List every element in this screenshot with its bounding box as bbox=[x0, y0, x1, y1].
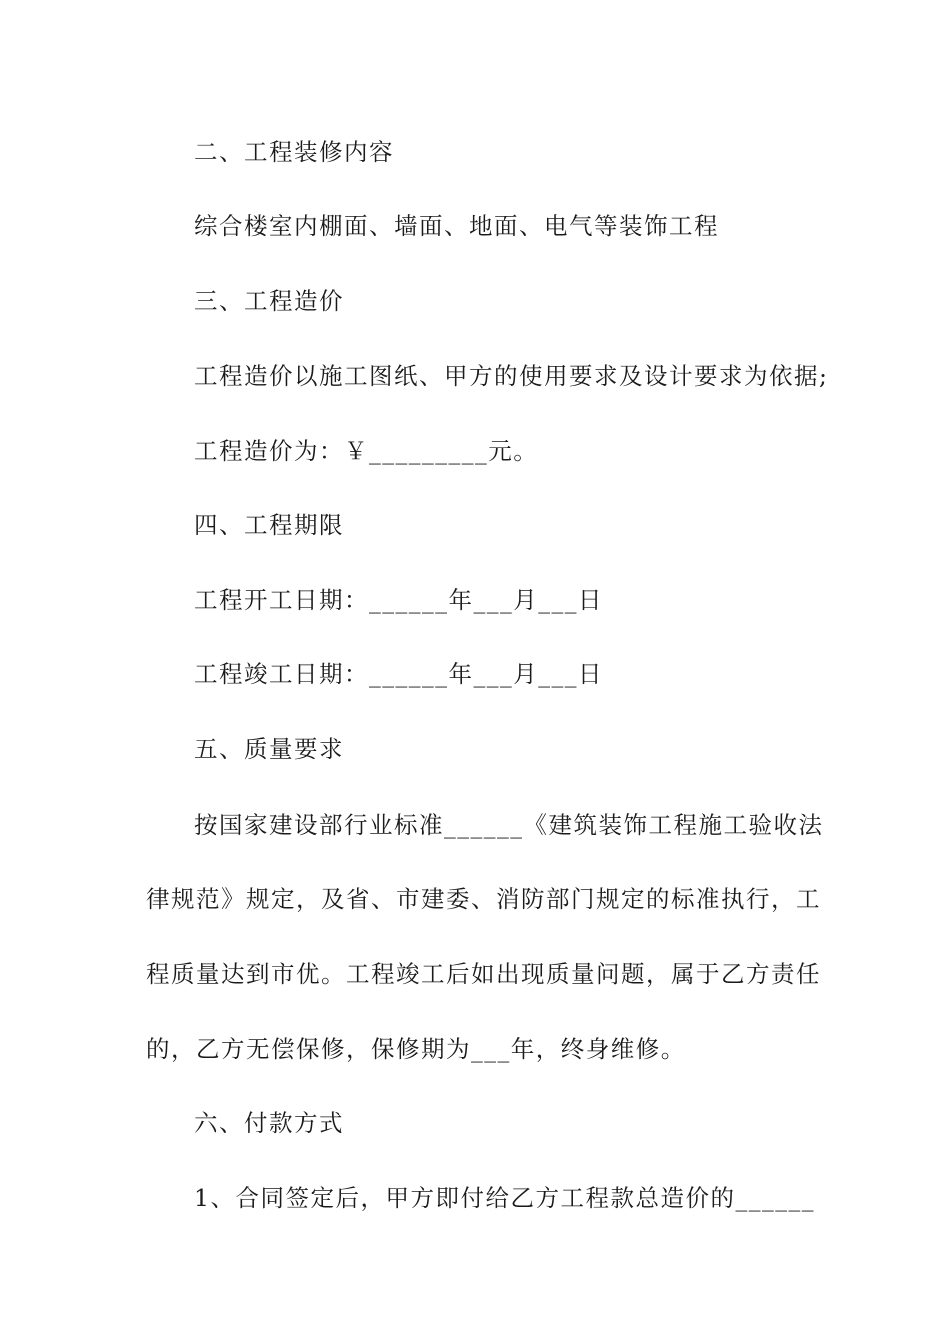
section-heading-schedule: 四、工程期限 bbox=[194, 511, 344, 539]
paragraph-quality-line-1: 按国家建设部行业标准______《建筑装饰工程施工验收法 bbox=[194, 811, 824, 839]
paragraph-cost-basis: 工程造价以施工图纸、甲方的使用要求及设计要求为依据; bbox=[194, 362, 829, 390]
paragraph-start-date: 工程开工日期：______年___月___日 bbox=[194, 586, 603, 614]
paragraph-decoration-scope: 综合楼室内棚面、墙面、地面、电气等装饰工程 bbox=[194, 212, 719, 240]
section-heading-decoration-content: 二、工程装修内容 bbox=[194, 138, 394, 166]
paragraph-payment-1: 1、合同签定后，甲方即付给乙方工程款总造价的______ bbox=[194, 1184, 815, 1212]
paragraph-quality-line-3: 程质量达到市优。工程竣工后如出现质量问题，属于乙方责任 bbox=[146, 960, 821, 988]
paragraph-quality-line-4: 的，乙方无偿保修，保修期为___年，终身维修。 bbox=[146, 1035, 686, 1063]
paragraph-quality-line-2: 律规范》规定，及省、市建委、消防部门规定的标准执行，工 bbox=[146, 885, 821, 913]
section-heading-payment: 六、付款方式 bbox=[194, 1109, 344, 1137]
section-heading-cost: 三、工程造价 bbox=[194, 287, 344, 315]
paragraph-completion-date: 工程竣工日期：______年___月___日 bbox=[194, 660, 603, 688]
paragraph-cost-amount: 工程造价为：￥_________元。 bbox=[194, 437, 539, 465]
section-heading-quality: 五、质量要求 bbox=[194, 735, 344, 763]
